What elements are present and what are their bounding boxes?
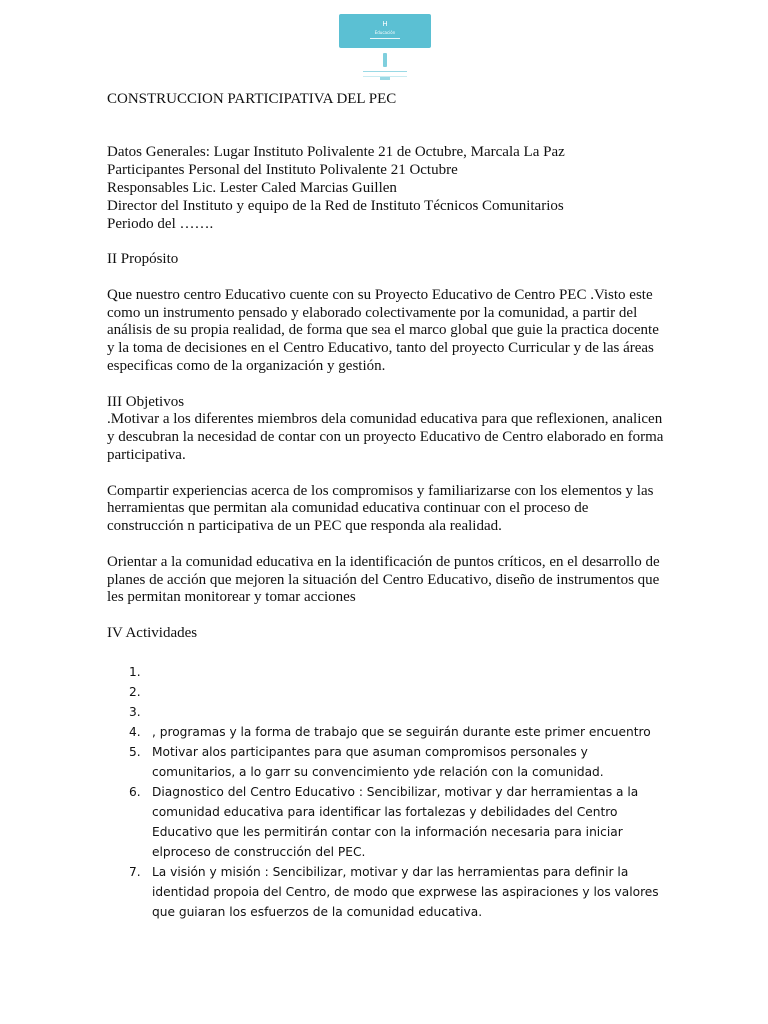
general-data-line: Director del Instituto y equipo de la Red de Instituto Técnicos Comunitarios (107, 197, 564, 214)
general-data-line: Participantes Personal del Instituto Polivalente 21 Octubre (107, 162, 458, 179)
general-data-line: Responsables Lic. Lester Caled Marcias Guillen (107, 179, 397, 196)
general-data-line: Datos Generales: Lugar Instituto Polivalente 21 de Octubre, Marcala La Paz (107, 144, 565, 161)
list-item-number: 7. (129, 865, 141, 879)
list-item-number: 5. (129, 745, 141, 759)
list-item (129, 662, 669, 682)
objective-paragraph: Orientar a la comunidad educativa en la identificación de puntos críticos, en el desarrollo de planes de acción que mejoren la situación del Centro Educativo, diseño de instrumentos que les permitan monitorear y tomar acciones (107, 553, 660, 606)
list-item (129, 782, 669, 862)
activities-heading: IV Actividades (107, 624, 198, 641)
list-item (129, 702, 669, 722)
document-title: CONSTRUCCION PARTICIPATIVA DEL PEC (107, 91, 397, 107)
logo-glyph: H (382, 20, 388, 28)
activities-list (129, 662, 669, 922)
objective-paragraph: Compartir experiencias acerca de los compromisos y familiarizarse con los elementos y las herramientas que permitan ala comunidad educativa continuar con el proceso de construcción n participativa de un PEC que responda ala realidad. (107, 482, 654, 535)
list-item-text: La visión y misión : Sencibilizar, motivar y dar las herramientas para definir la identidad propoia del Centro, de modo que exprwese las aspiraciones y los valores que guiaran los esfuerzos de la comunidad educativa. (152, 865, 659, 919)
objectives-heading: III Objetivos (107, 393, 185, 410)
list-item-number: 1. (129, 665, 141, 679)
logo-caption: Educación (374, 30, 396, 35)
general-data-line: Periodo del ……. (107, 215, 214, 232)
list-item-text: Diagnostico del Centro Educativo : Sencibilizar, motivar y dar herramientas a la comunidad educativa para identificar las fortalezas y debilidades del Centro Educativo que les permitirán contar con la información necesaria para iniciar elproceso de construcción del PEC. (152, 785, 639, 859)
header-logo (339, 14, 431, 82)
objective-paragraph: .Motivar a los diferentes miembros dela comunidad educativa para que reflexionen, analicen y descubran la necesidad de contar con un proyecto Educativo de Centro elaborado en forma participativa. (107, 411, 664, 463)
list-item (129, 722, 669, 742)
list-item-number: 2. (129, 685, 141, 699)
list-item-number: 6. (129, 785, 141, 799)
document-body (107, 91, 667, 643)
list-item (129, 742, 669, 782)
logo-stem-icon (383, 53, 387, 67)
list-item-number: 4. (129, 725, 141, 739)
logo-rule (370, 38, 400, 39)
list-item-text: Motivar alos participantes para que asuman compromisos personales y comunitarios, a lo garr su convencimiento yde relación con la comunidad. (152, 745, 604, 779)
purpose-heading: II Propósito (107, 251, 179, 268)
logo-dot-icon (380, 77, 390, 80)
purpose-paragraph: Que nuestro centro Educativo cuente con su Proyecto Educativo de Centro PEC .Visto este como un instrumento pensado y elaborado colectivamente por la comunidad, a partir del análisis de su propia realidad, de forma que sea el marco global que guie la practica docente y la toma de decisiones en el Centro Educativo, tanto del proyecto Curricular y de las áreas especificas como de la organización y gestión. (107, 286, 659, 374)
list-item-text: , programas y la forma de trabajo que se seguirán durante este primer encuentro (152, 725, 651, 739)
list-item (129, 862, 669, 922)
logo-badge (339, 14, 431, 48)
list-item (129, 682, 669, 702)
list-item-number: 3. (129, 705, 141, 719)
